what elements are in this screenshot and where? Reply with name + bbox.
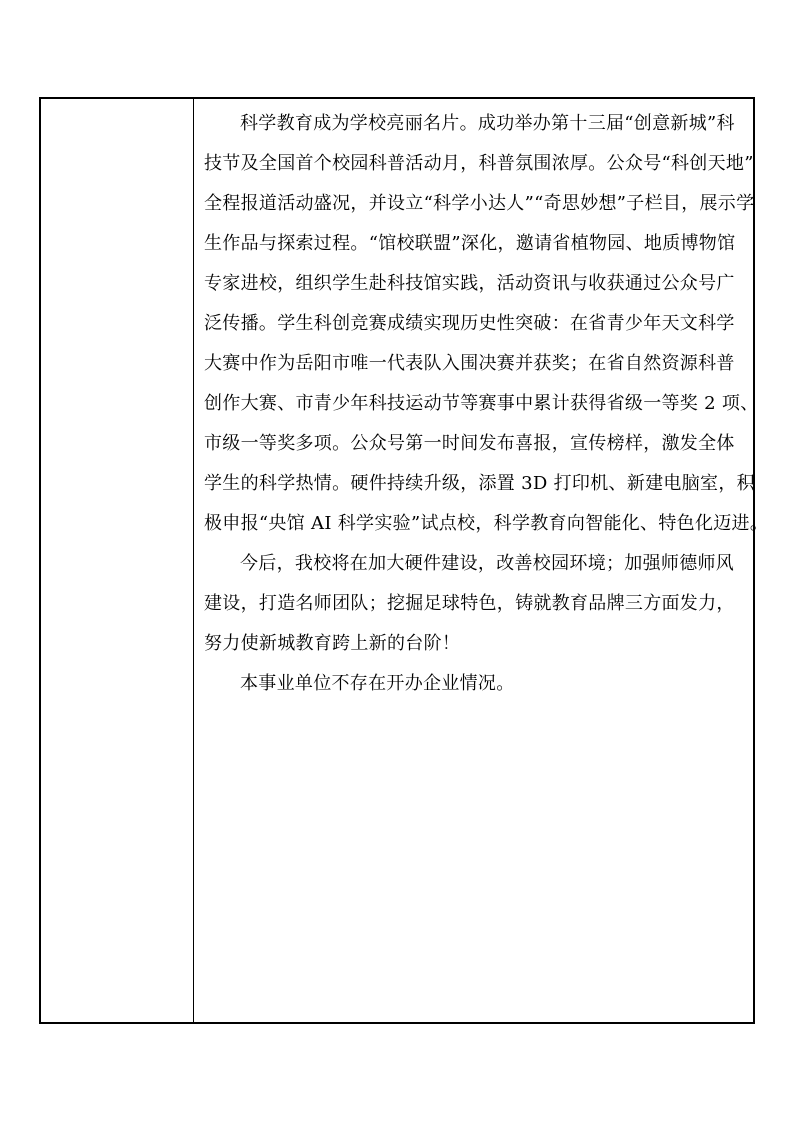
paragraph-science-line-5: 专家进校，组织学生赴科技馆实践，活动资讯与收获通过公众号广 xyxy=(204,273,735,294)
paragraph-science-line-3: 全程报道活动盛况，并设立“科学小达人”“奇思妙想”子栏目，展示学 xyxy=(204,193,755,214)
table-label-cell xyxy=(41,99,194,1022)
paragraph-science-line-8: 创作大赛、市青少年科技运动节等赛事中累计获得省级一等奖 2 项、 xyxy=(204,393,759,414)
report-body xyxy=(194,99,769,704)
paragraph-future-line-2: 建设，打造名师团队；挖掘足球特色，铸就教育品牌三方面发力， xyxy=(204,593,735,614)
paragraph-science-line-6: 泛传播。学生科创竞赛成绩实现历史性突破：在省青少年天文科学 xyxy=(204,313,735,334)
paragraph-future-line-1: 今后，我校将在加大硬件建设，改善校园环境；加强师德师风 xyxy=(240,553,735,574)
paragraph-science-line-11: 极申报“央馆 AI 科学实验”试点校，科学教育向智能化、特色化迈进。 xyxy=(204,513,769,534)
paragraph-science-line-9: 市级一等奖多项。公众号第一时间发布喜报，宣传榜样，激发全体 xyxy=(204,433,735,454)
paragraph-science-line-1: 科学教育成为学校亮丽名片。成功举办第十三届“创意新城”科 xyxy=(240,113,735,134)
paragraph-science-line-4: 生作品与探索过程。“馆校联盟”深化，邀请省植物园、地质博物馆 xyxy=(204,233,736,254)
paragraph-science-line-7: 大赛中作为岳阳市唯一代表队入围决赛并获奖；在省自然资源科普 xyxy=(204,353,735,374)
table-content-cell xyxy=(194,99,769,1022)
paragraph-science-line-2: 技节及全国首个校园科普活动月，科普氛围浓厚。公众号“科创天地” xyxy=(204,153,754,174)
paragraph-future-line-3: 努力使新城教育跨上新的台阶！ xyxy=(204,633,461,654)
paragraph-enterprise-statement: 本事业单位不存在开办企业情况。 xyxy=(240,673,515,694)
report-table xyxy=(39,97,769,1024)
paragraph-science-line-10: 学生的科学热情。硬件持续升级，添置 3D 打印机、新建电脑室，积 xyxy=(204,473,755,494)
